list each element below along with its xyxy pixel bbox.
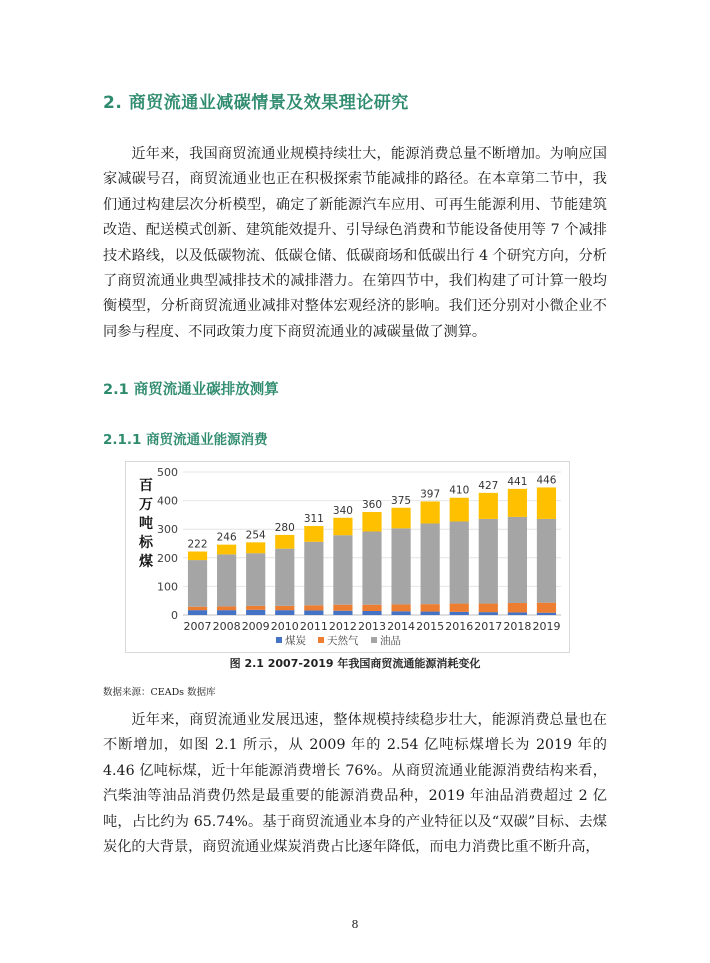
y-tick-label: 400 xyxy=(157,494,178,508)
y-axis-label-char: 吨 xyxy=(139,516,153,532)
bar-segment xyxy=(275,606,294,610)
x-tick-label: 2011 xyxy=(299,620,328,633)
bar-segment xyxy=(479,493,498,519)
total-label: 441 xyxy=(507,475,528,488)
y-tick-label: 100 xyxy=(157,580,178,594)
intro-paragraph: 近年来，我国商贸流通业规模持续壮大，能源消费总量不断增加。为响应国家减碳号召，商贸流通业也正在积极探索节能减排的路径。在本章第二节中，我们通过构建层次分析模型，确定了新能源汽车应用、可再生能源利用、节能建筑改造、配送模式创新、建筑能效提升、引导绿色消费和节能设备使用等 7 个减排技术路线，以及低碳物流、低碳仓储、低碳商场和低碳出行 4 个研究方向，分析了商贸流通业典型减排技术的减排潜力。在第四节中，我们构建了可计算一般均衡模型，分析商贸流通业减排对整体宏观经济的影响。我们还分别对小微企业不同参与程度、不同政策力度下商贸流通业的减碳量做了测算。 xyxy=(103,146,607,340)
total-label: 311 xyxy=(303,513,324,526)
total-label: 340 xyxy=(332,504,353,517)
total-label: 375 xyxy=(391,494,412,507)
legend-label: 煤炭 xyxy=(285,635,306,647)
y-axis-label-char: 煤 xyxy=(139,554,153,570)
bar-segment xyxy=(421,604,440,611)
bar-segment xyxy=(246,542,265,553)
bar-segment xyxy=(421,612,440,615)
page-number: 8 xyxy=(351,918,359,931)
total-label: 427 xyxy=(478,479,499,492)
chart-svg xyxy=(126,462,569,652)
y-tick-label: 0 xyxy=(171,609,178,622)
bar-segment xyxy=(362,605,381,611)
bar-segment xyxy=(479,604,498,613)
bar-segment xyxy=(188,552,207,561)
bar-segment xyxy=(275,549,294,606)
bar-segment xyxy=(421,501,440,523)
bar-segment xyxy=(362,531,381,604)
x-tick-label: 2013 xyxy=(358,620,386,633)
bar-segment xyxy=(246,610,265,615)
y-tick-label: 300 xyxy=(157,523,178,537)
bar-segment xyxy=(450,604,469,612)
bar-segment xyxy=(217,606,236,610)
subsubsection-heading: 2.1.1 商贸流通业能源消费 xyxy=(103,432,268,448)
subsection-heading: 2.1 商贸流通业碳排放测算 xyxy=(103,382,279,398)
bar-segment xyxy=(275,535,294,549)
x-tick-label: 2010 xyxy=(270,620,299,633)
bar-segment xyxy=(479,519,498,604)
bar-segment xyxy=(188,560,207,607)
bar-segment xyxy=(508,517,527,603)
bar-segment xyxy=(333,605,352,611)
bar-segment xyxy=(217,610,236,615)
legend-swatch xyxy=(371,637,377,643)
bar-segment xyxy=(362,512,381,531)
bar-segment xyxy=(304,610,323,615)
bar-segment xyxy=(333,611,352,615)
bar-segment xyxy=(304,542,323,605)
total-label: 246 xyxy=(216,531,237,544)
bar-segment xyxy=(275,610,294,615)
legend-swatch xyxy=(276,637,282,643)
total-label: 280 xyxy=(274,521,295,534)
energy-consumption-chart xyxy=(125,461,570,653)
bar-segment xyxy=(508,612,527,615)
bar-segment xyxy=(450,498,469,522)
legend-label: 油品 xyxy=(380,635,401,647)
bar-segment xyxy=(304,526,323,542)
x-tick-label: 2015 xyxy=(416,620,445,633)
total-label: 446 xyxy=(536,474,557,487)
bar-segment xyxy=(391,508,410,529)
bar-segment xyxy=(537,613,556,615)
bar-segment xyxy=(391,604,410,611)
x-tick-label: 2019 xyxy=(532,620,561,633)
bar-segment xyxy=(479,612,498,615)
bar-segment xyxy=(391,611,410,615)
x-tick-label: 2014 xyxy=(387,620,416,633)
bar-segment xyxy=(508,489,527,517)
bar-segment xyxy=(333,518,352,535)
total-label: 410 xyxy=(449,484,470,497)
total-label: 222 xyxy=(187,538,208,551)
x-tick-label: 2009 xyxy=(241,620,270,633)
x-tick-label: 2017 xyxy=(474,620,503,633)
bar-segment xyxy=(537,603,556,613)
bar-segment xyxy=(304,605,323,610)
total-label: 397 xyxy=(420,488,441,501)
y-axis-label-char: 万 xyxy=(139,497,153,513)
x-tick-label: 2012 xyxy=(328,620,357,633)
x-tick-label: 2008 xyxy=(212,620,241,633)
total-label: 360 xyxy=(361,499,383,512)
bar-segment xyxy=(362,611,381,615)
bar-segment xyxy=(188,607,207,610)
bar-segment xyxy=(421,523,440,604)
y-tick-label: 200 xyxy=(157,551,178,565)
bar-segment xyxy=(450,612,469,615)
x-tick-label: 2018 xyxy=(503,620,532,633)
y-axis-label-char: 百 xyxy=(139,478,153,494)
section-heading: 2. 商贸流通业减碳情景及效果理论研究 xyxy=(103,93,409,113)
x-tick-label: 2016 xyxy=(445,620,474,633)
bar-segment xyxy=(246,606,265,610)
bar-segment xyxy=(391,528,410,604)
bar-segment xyxy=(217,554,236,606)
bar-segment xyxy=(537,487,556,518)
bar-segment xyxy=(188,610,207,615)
legend-swatch xyxy=(318,637,324,643)
body-paragraph: 近年来，商贸流通业发展迅速，整体规模持续稳步壮大，能源消费总量也在不断增加，如图 2.1 所示，从 2009 年的 2.54 亿吨标煤增长为 2019 年的 4.46 亿吨标煤，近十年能源消费增长 76%。从商贸流通业能源消费结构来看，汽柴油等油品消费仍然是最重要的能源消费品种，2019 年油品消费超过 2 亿吨，占比约为 65.74%。基于商贸流通业本身的产业特征以及“双碳”目标、去煤炭化的大背景，商贸流通业煤炭消费占比逐年降低，而电力消费比重不断升高， xyxy=(103,712,607,856)
total-label: 254 xyxy=(245,529,266,542)
y-tick-label: 500 xyxy=(157,466,178,479)
legend-label: 天然气 xyxy=(327,635,359,647)
data-source-note: 数据来源：CEADs 数据库 xyxy=(103,687,216,698)
bar-segment xyxy=(508,603,527,612)
x-tick-label: 2007 xyxy=(183,620,212,633)
bar-segment xyxy=(217,545,236,555)
figure-caption: 图 2.1 2007-2019 年我国商贸流通能源消耗变化 xyxy=(229,657,481,670)
bar-segment xyxy=(537,519,556,603)
bar-segment xyxy=(450,521,469,603)
bar-segment xyxy=(246,553,265,606)
y-axis-label-char: 标 xyxy=(139,535,153,551)
bar-segment xyxy=(333,535,352,604)
